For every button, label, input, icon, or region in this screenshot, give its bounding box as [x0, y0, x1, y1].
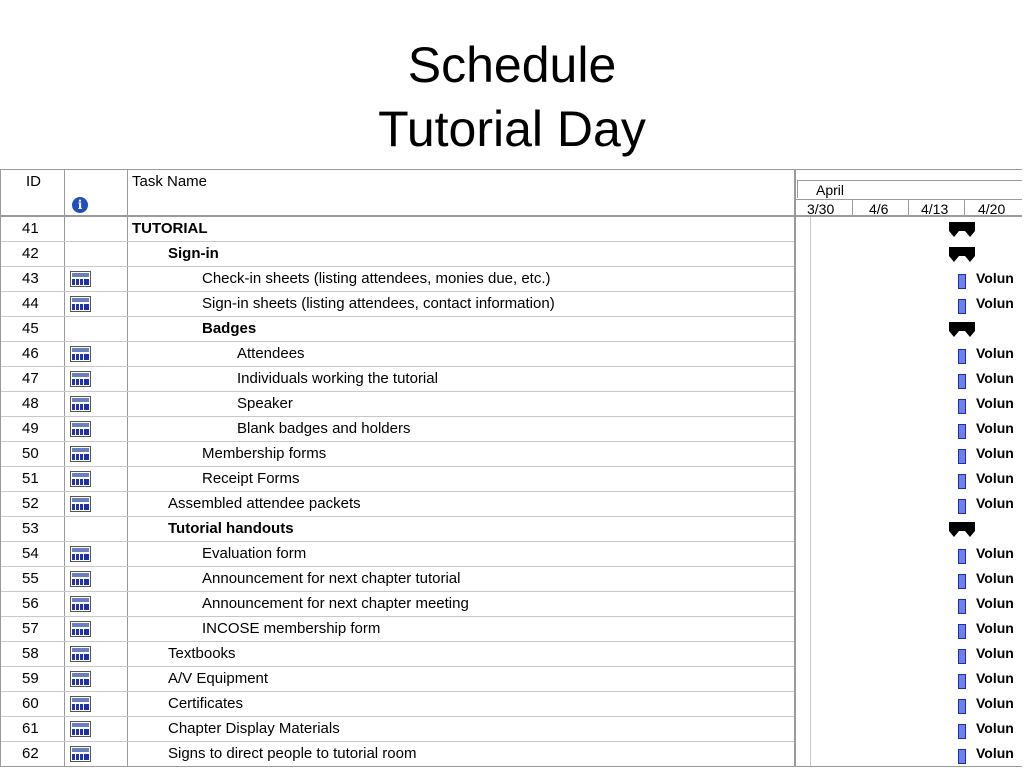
calendar-indicator-icon: [70, 346, 91, 362]
calendar-indicator-mark: [84, 554, 89, 560]
task-bar[interactable]: [958, 674, 966, 689]
table-row[interactable]: [1, 617, 794, 642]
calendar-indicator-mark: [84, 379, 89, 385]
week-gridline: [810, 217, 811, 767]
task-bar[interactable]: [958, 399, 966, 414]
task-table: [1, 170, 794, 767]
task-name: Textbooks: [168, 645, 236, 662]
id-column-header[interactable]: ID: [26, 173, 41, 190]
calendar-indicator-mark: [84, 629, 89, 635]
task-name: Membership forms: [202, 445, 327, 462]
calendar-indicator-icon: [70, 671, 91, 687]
calendar-indicator-icon: [70, 271, 91, 287]
calendar-indicator-icon: [70, 371, 91, 387]
summary-bar[interactable]: [949, 322, 975, 331]
resource-label: Volun: [976, 470, 1014, 486]
task-bar[interactable]: [958, 374, 966, 389]
task-name: Badges: [202, 320, 257, 337]
task-name: Signs to direct people to tutorial room: [168, 745, 417, 762]
gantt-view: [0, 169, 1022, 767]
task-name-column-header[interactable]: Task Name: [132, 173, 208, 190]
month-label: April: [816, 182, 845, 198]
calendar-indicator-mark: [84, 704, 89, 710]
calendar-indicator-mark: [84, 579, 89, 585]
summary-bar[interactable]: [949, 247, 975, 256]
summary-bar[interactable]: [949, 522, 975, 531]
task-id: 41: [22, 220, 39, 237]
resource-label: Volun: [976, 370, 1014, 386]
week-label: 4/13: [921, 201, 949, 217]
task-id: 50: [22, 445, 39, 462]
calendar-indicator-mark: [84, 479, 89, 485]
resource-label: Volun: [976, 345, 1014, 361]
task-name: Announcement for next chapter tutorial: [202, 570, 461, 587]
calendar-indicator-icon: [70, 546, 91, 562]
calendar-indicator-mark: [84, 604, 89, 610]
task-name: Speaker: [237, 395, 293, 412]
task-name: Certificates: [168, 695, 244, 712]
calendar-indicator-icon: [70, 471, 91, 487]
task-bar[interactable]: [958, 349, 966, 364]
task-name: Chapter Display Materials: [168, 720, 340, 737]
resource-label: Volun: [976, 445, 1014, 461]
task-rows: [1, 217, 794, 767]
task-bar[interactable]: [958, 724, 966, 739]
table-row[interactable]: [1, 517, 794, 542]
task-name: Assembled attendee packets: [168, 495, 361, 512]
week-divider: [908, 199, 909, 217]
task-name: Announcement for next chapter meeting: [202, 595, 469, 612]
resource-label: Volun: [976, 295, 1014, 311]
resource-label: Volun: [976, 745, 1014, 761]
table-row[interactable]: [1, 217, 794, 242]
table-row[interactable]: [1, 342, 794, 367]
table-row[interactable]: [1, 267, 794, 292]
table-row[interactable]: [1, 292, 794, 317]
timescale-header: [796, 170, 1022, 217]
resource-label: Volun: [976, 495, 1014, 511]
task-name: Evaluation form: [202, 545, 307, 562]
calendar-indicator-icon: [70, 721, 91, 737]
task-id: 48: [22, 395, 39, 412]
task-name: Receipt Forms: [202, 470, 300, 487]
week-divider: [964, 199, 965, 217]
task-name: Attendees: [237, 345, 305, 362]
slide-title-line2: Tutorial Day: [378, 101, 646, 157]
task-id: 47: [22, 370, 39, 387]
table-row[interactable]: [1, 242, 794, 267]
task-bar[interactable]: [958, 424, 966, 439]
task-id: 43: [22, 270, 39, 287]
table-row[interactable]: [1, 467, 794, 492]
task-name: Check-in sheets (listing attendees, monies due, etc.): [202, 270, 551, 287]
task-bar[interactable]: [958, 749, 966, 764]
resource-label: Volun: [976, 395, 1014, 411]
resource-label: Volun: [976, 645, 1014, 661]
task-bar[interactable]: [958, 274, 966, 289]
task-id: 61: [22, 720, 39, 737]
resource-label: Volun: [976, 620, 1014, 636]
week-divider: [852, 199, 853, 217]
calendar-indicator-icon: [70, 746, 91, 762]
week-label: 4/6: [869, 201, 889, 217]
table-row[interactable]: [1, 642, 794, 667]
calendar-indicator-mark: [84, 279, 89, 285]
table-header: [1, 170, 794, 217]
table-row[interactable]: [1, 742, 794, 767]
task-id: 62: [22, 745, 39, 762]
task-id: 60: [22, 695, 39, 712]
resource-label: Volun: [976, 270, 1014, 286]
calendar-indicator-mark: [84, 654, 89, 660]
calendar-indicator-icon: [70, 646, 91, 662]
resource-label: Volun: [976, 670, 1014, 686]
info-icon[interactable]: i: [72, 197, 88, 213]
task-name: A/V Equipment: [168, 670, 269, 687]
week-label: 3/30: [807, 201, 835, 217]
task-bar[interactable]: [958, 649, 966, 664]
task-name: Blank badges and holders: [237, 420, 411, 437]
resource-label: Volun: [976, 545, 1014, 561]
task-id: 57: [22, 620, 39, 637]
resource-label: Volun: [976, 570, 1014, 586]
calendar-indicator-icon: [70, 621, 91, 637]
table-row[interactable]: [1, 317, 794, 342]
calendar-indicator-mark: [84, 504, 89, 510]
timescale-weeks: [796, 199, 1022, 218]
calendar-indicator-icon: [70, 446, 91, 462]
task-bar[interactable]: [958, 699, 966, 714]
task-id: 45: [22, 320, 39, 337]
task-id: 52: [22, 495, 39, 512]
slide-title-line1: Schedule: [407, 37, 617, 93]
table-row[interactable]: [1, 417, 794, 442]
week-label: 4/20: [978, 201, 1006, 217]
resource-label: Volun: [976, 420, 1014, 436]
calendar-indicator-mark: [84, 454, 89, 460]
task-name: INCOSE membership form: [202, 620, 381, 637]
table-row[interactable]: [1, 367, 794, 392]
task-name: Individuals working the tutorial: [237, 370, 438, 387]
task-id: 46: [22, 345, 39, 362]
table-row[interactable]: [1, 542, 794, 567]
calendar-indicator-icon: [70, 496, 91, 512]
task-id: 55: [22, 570, 39, 587]
calendar-indicator-icon: [70, 696, 91, 712]
calendar-indicator-icon: [70, 396, 91, 412]
task-name: Tutorial handouts: [168, 520, 294, 537]
calendar-indicator-icon: [70, 421, 91, 437]
resource-label: Volun: [976, 595, 1014, 611]
table-row[interactable]: [1, 692, 794, 717]
table-row[interactable]: [1, 442, 794, 467]
task-id: 56: [22, 595, 39, 612]
task-id: 54: [22, 545, 39, 562]
task-id: 44: [22, 295, 39, 312]
table-row[interactable]: [1, 592, 794, 617]
table-row[interactable]: [1, 392, 794, 417]
table-row[interactable]: [1, 667, 794, 692]
calendar-indicator-mark: [84, 304, 89, 310]
summary-bar[interactable]: [949, 222, 975, 231]
resource-label: Volun: [976, 695, 1014, 711]
task-name: TUTORIAL: [132, 220, 208, 237]
task-bar[interactable]: [958, 549, 966, 564]
task-id: 53: [22, 520, 39, 537]
task-bar[interactable]: [958, 474, 966, 489]
calendar-indicator-mark: [84, 404, 89, 410]
resource-label: Volun: [976, 720, 1014, 736]
task-id: 58: [22, 645, 39, 662]
table-row[interactable]: [1, 492, 794, 517]
calendar-indicator-icon: [70, 596, 91, 612]
table-row[interactable]: [1, 567, 794, 592]
task-id: 49: [22, 420, 39, 437]
task-name: Sign-in: [168, 245, 219, 262]
table-row[interactable]: [1, 717, 794, 742]
task-id: 42: [22, 245, 39, 262]
task-bar[interactable]: [958, 299, 966, 314]
task-bar[interactable]: [958, 599, 966, 614]
gantt-chart: [794, 170, 1022, 767]
calendar-indicator-mark: [84, 354, 89, 360]
calendar-indicator-mark: [84, 429, 89, 435]
calendar-indicator-icon: [70, 571, 91, 587]
calendar-indicator-icon: [70, 296, 91, 312]
task-bar[interactable]: [958, 574, 966, 589]
task-bar[interactable]: [958, 449, 966, 464]
calendar-indicator-mark: [84, 754, 89, 760]
calendar-indicator-mark: [84, 679, 89, 685]
task-bar[interactable]: [958, 624, 966, 639]
timescale-month: [797, 180, 1022, 198]
task-name: Sign-in sheets (listing attendees, contact information): [202, 295, 555, 312]
task-bar[interactable]: [958, 499, 966, 514]
calendar-indicator-mark: [84, 729, 89, 735]
task-id: 51: [22, 470, 39, 487]
task-id: 59: [22, 670, 39, 687]
